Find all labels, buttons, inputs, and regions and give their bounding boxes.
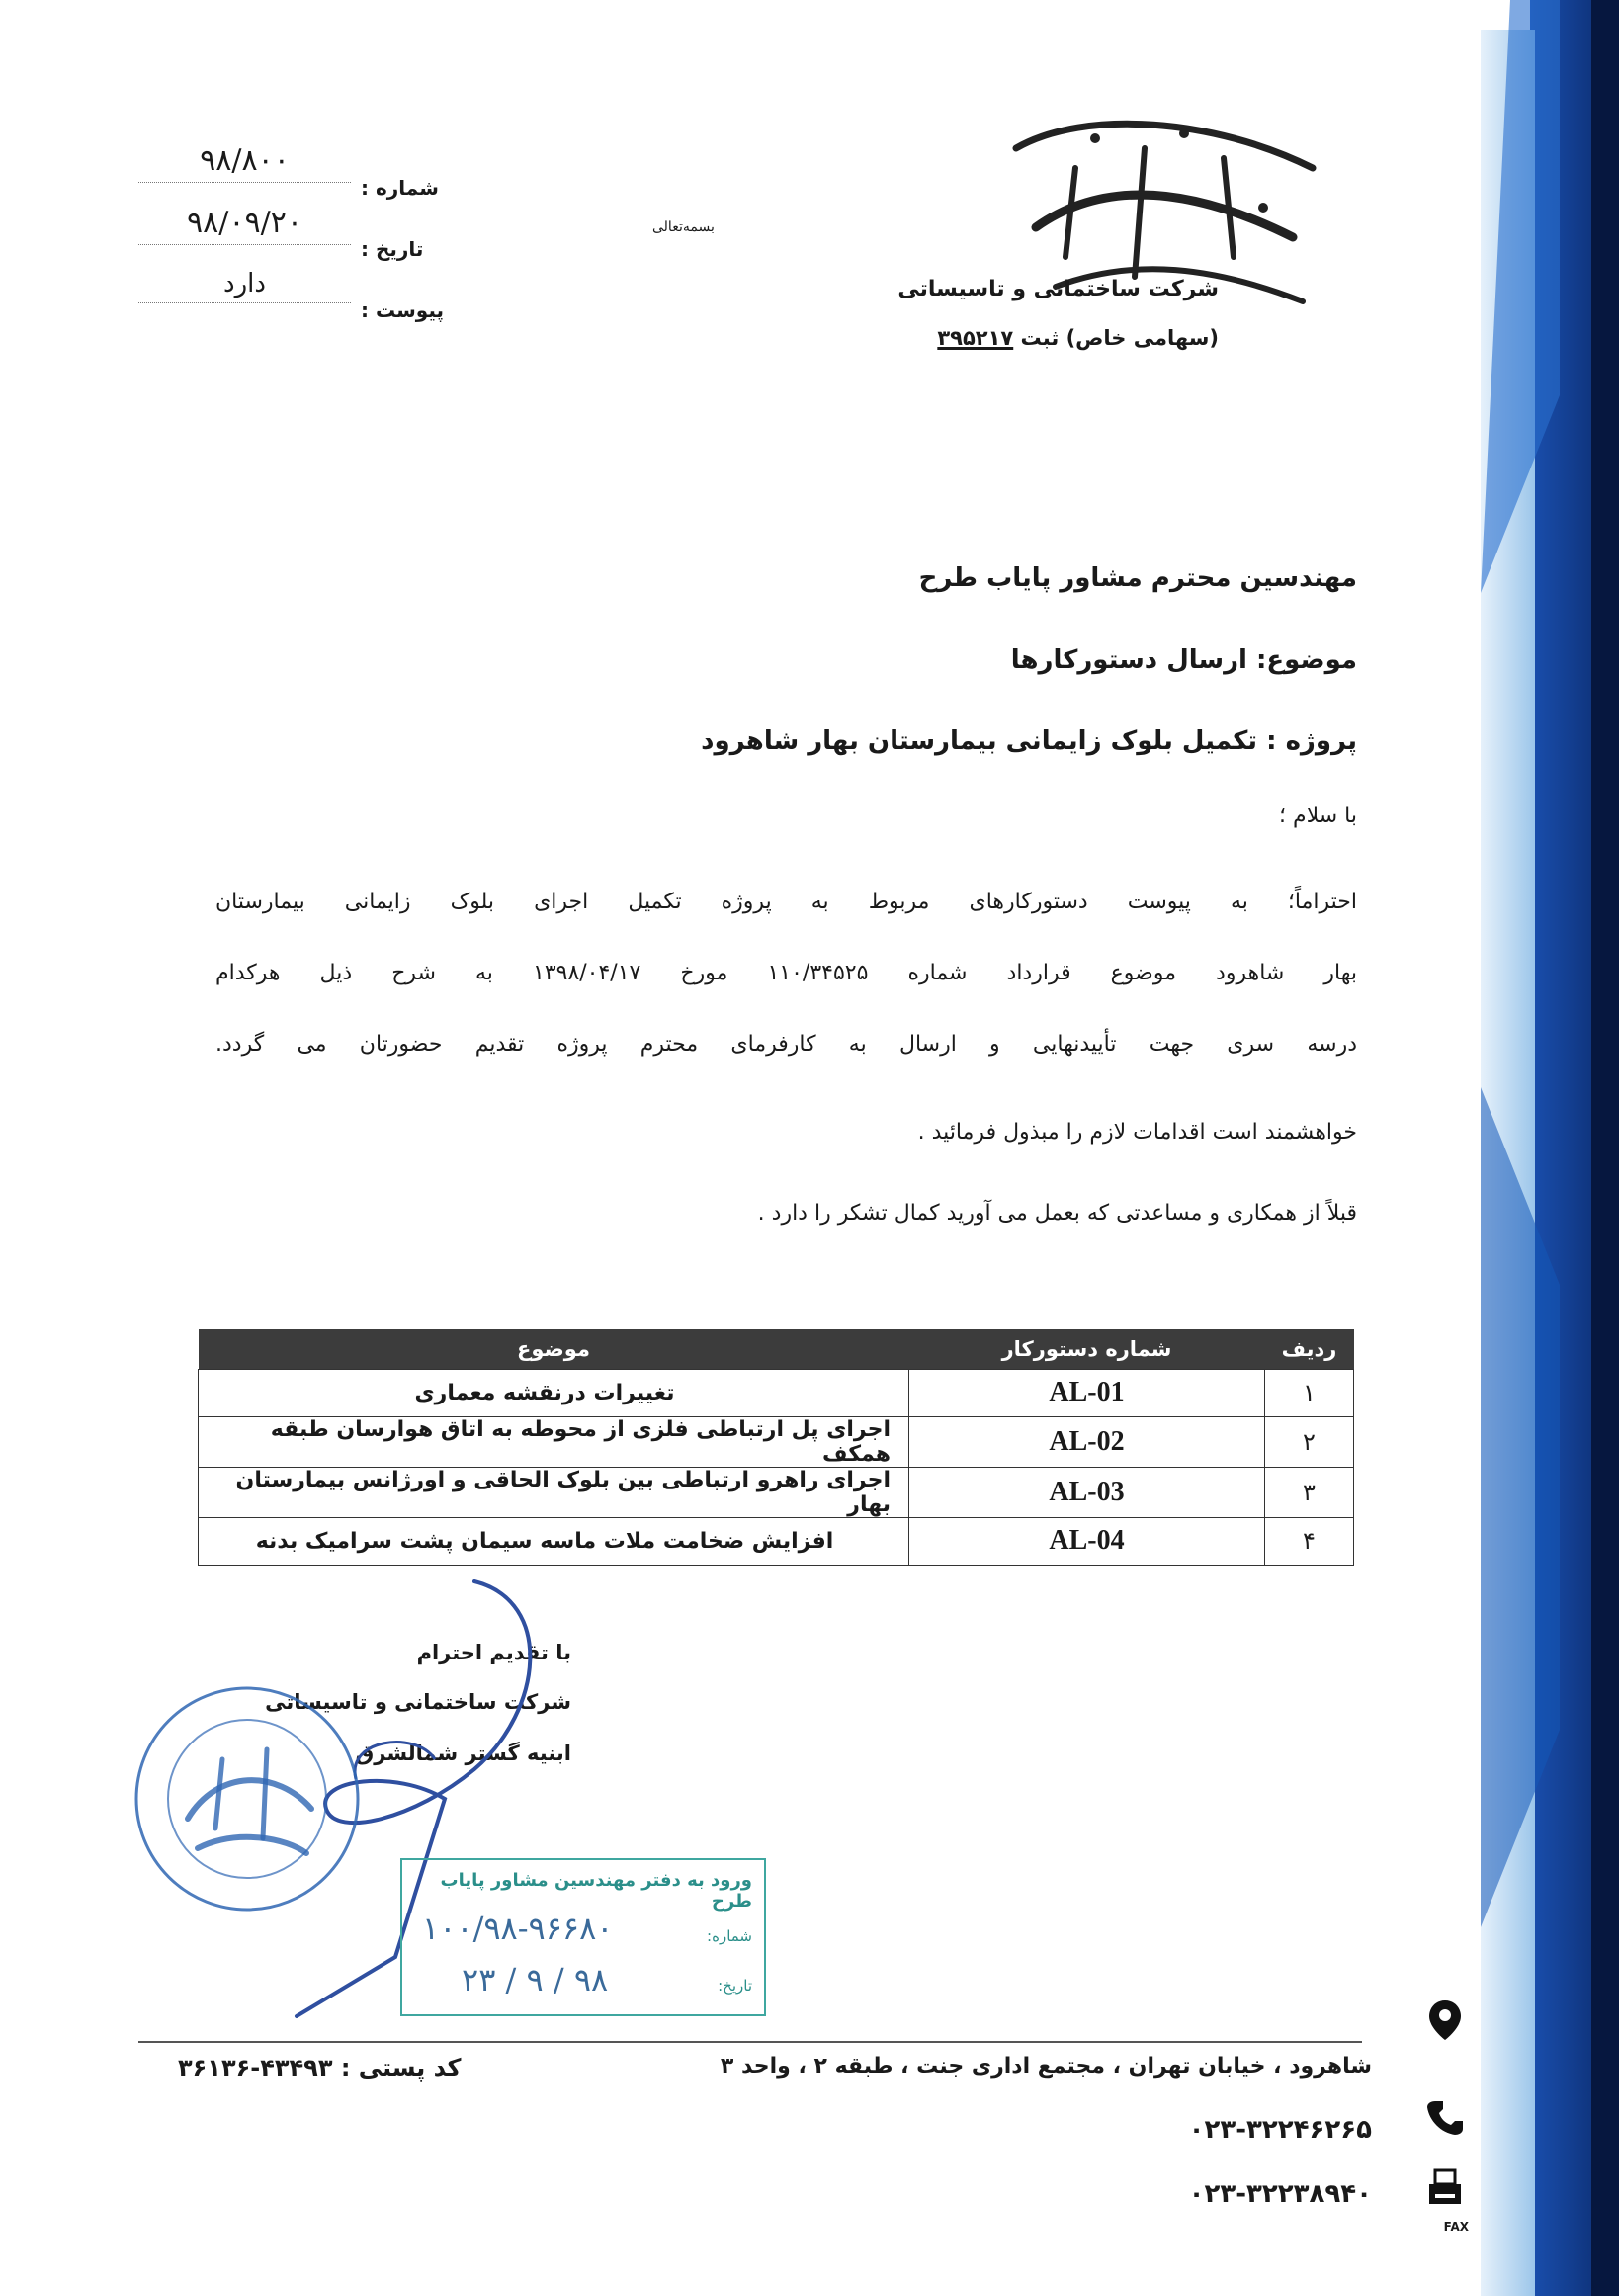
header-subject: موضوع	[199, 1329, 909, 1369]
table-row	[199, 1369, 1354, 1416]
date-value: ۹۸/۰۹/۲۰	[138, 206, 351, 245]
body-line: درسه سری جهت تأییدنهایی و ارسال به کارفرمای محترم پروژه تقدیم حضورتان می گردد.	[215, 1032, 1357, 1057]
attachment-value: دارد	[138, 269, 351, 303]
order-number: AL-04	[909, 1517, 1265, 1565]
entry-stamp-title: ورود به دفتر مهندسین مشاور پایاب طرح	[440, 1870, 752, 1912]
thanks-line: قبلاً از همکاری و مساعدتی که بعمل می آورید کمال تشکر را دارد .	[757, 1201, 1357, 1226]
project-line: پروژه : تکمیل بلوک زایمانی بیمارستان بهار شاهرود	[701, 726, 1357, 756]
footer-phone: ۰۲۳-۳۲۲۴۶۲۶۵	[1188, 2115, 1372, 2145]
registration-label: ثبت	[1020, 326, 1060, 350]
received-entry-stamp	[400, 1858, 766, 2016]
subject-line: موضوع: ارسال دستورکارها	[1010, 645, 1357, 675]
recipient: مهندسین محترم مشاور پایاب طرح	[918, 563, 1357, 593]
phone-icon	[1421, 2093, 1469, 2141]
entry-stamp-number: ۱۰۰/۹۸-۹۶۶۸۰	[422, 1910, 614, 1947]
closing-company-name: ابنیه گستر شمالشرق	[355, 1742, 571, 1765]
table-row	[199, 1467, 1354, 1517]
order-number: AL-01	[909, 1369, 1265, 1416]
footer-postal-code: کد پستی : ۴۳۴۹۳-۳۶۱۳۶	[178, 2054, 462, 2082]
order-number: AL-02	[909, 1416, 1265, 1467]
entry-stamp-number-label: شماره:	[707, 1927, 752, 1945]
orders-table	[198, 1329, 1354, 1566]
greeting: با سلام ؛	[1279, 804, 1357, 828]
number-label: شماره :	[361, 176, 439, 200]
footer-divider	[138, 2041, 1362, 2043]
header-row-number: ردیف	[1265, 1329, 1354, 1369]
registration-number: ۳۹۵۲۱۷	[937, 326, 1014, 350]
company-seal-stamp	[128, 1680, 366, 1917]
order-subject: تغییرات درنقشه معماری	[199, 1369, 909, 1416]
number-value: ۹۸/۸۰۰	[138, 143, 351, 183]
order-subject: اجرای راهرو ارتباطی بین بلوک الحاقی و اورژانس بیمارستان بهار	[199, 1467, 909, 1517]
closing-company-line: شرکت ساختمانی و تاسیساتی	[265, 1690, 571, 1714]
table-row	[199, 1416, 1354, 1467]
row-number: ۲	[1265, 1416, 1354, 1467]
row-number: ۳	[1265, 1467, 1354, 1517]
row-number: ۴	[1265, 1517, 1354, 1565]
order-subject: اجرای پل ارتباطی فلزی از محوطه به اتاق هوارسان طبقه همکف	[199, 1416, 909, 1467]
fax-icon	[1421, 2165, 1469, 2212]
body-line: بهار شاهرود موضوع قرارداد شماره ۱۱۰/۳۴۵۲۵ مورخ ۱۳۹۸/۰۴/۱۷ به شرح ذیل هرکدام	[215, 961, 1357, 985]
bismillah: بسمه‌تعالی	[652, 219, 715, 235]
footer-address: شاهرود ، خیابان تهران ، مجتمع اداری جنت ، طبقه ۲ ، واحد ۳	[720, 2054, 1372, 2079]
body-line: احتراماً؛ به پیوست دستورکارهای مربوط به پروژه تکمیل اجرای بلوک زایمانی بیمارستان	[215, 890, 1357, 914]
table-header-row	[199, 1329, 1354, 1369]
location-pin-icon	[1421, 1997, 1469, 2044]
closing-respect: با تقدیم احترام	[416, 1641, 571, 1664]
date-label: تاریخ :	[361, 237, 424, 261]
fax-label: FAX	[1443, 2220, 1469, 2234]
order-subject: افزایش ضخامت ملات ماسه سیمان پشت سرامیک بدنه	[199, 1517, 909, 1565]
header-order-number: شماره دستورکار	[909, 1329, 1265, 1369]
decorative-blue-band	[1362, 0, 1619, 2296]
company-name: شرکت ساختمانی و تاسیساتی	[897, 277, 1219, 301]
request-line: خواهشمند است اقدامات لازم را مبذول فرمائید .	[917, 1120, 1357, 1145]
row-number: ۱	[1265, 1369, 1354, 1416]
body-paragraph	[215, 888, 1357, 1101]
footer-fax: ۰۲۳-۳۲۲۳۸۹۴۰	[1188, 2179, 1372, 2209]
entry-stamp-date-label: تاریخ:	[718, 1977, 752, 1995]
attachment-label: پیوست :	[361, 298, 445, 322]
company-type: (سهامی خاص)	[1065, 326, 1219, 350]
entry-stamp-date: ۹۸ / ۹ / ۲۳	[462, 1961, 609, 1998]
order-number: AL-03	[909, 1467, 1265, 1517]
company-registration	[937, 326, 1219, 350]
